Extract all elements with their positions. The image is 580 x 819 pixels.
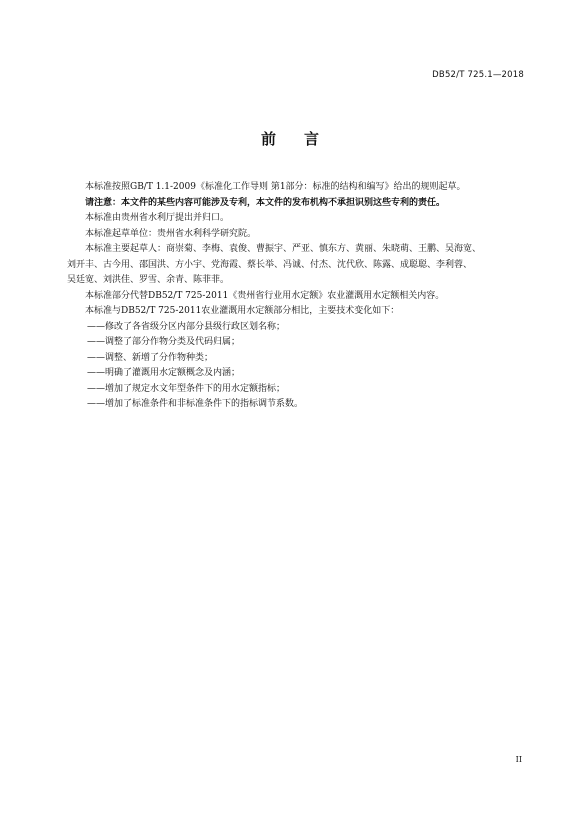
page-number: II — [515, 755, 522, 764]
paragraph-patent-notice: 请注意：本文件的某些内容可能涉及专利，本文件的发布机构不承担识别这些专利的责任。 — [85, 197, 446, 208]
paragraph-proposer: 本标准由贵州省水利厅提出并归口。 — [85, 213, 230, 223]
paragraph-replacement: 本标准部分代替DB52/T 725-2011《贵州省行业用水定额》农业灌溉用水定额相关内容。 — [85, 290, 445, 301]
title-char-2: 言 — [304, 130, 320, 148]
foreword-body — [67, 180, 519, 413]
change-item: ——调整、新增了分作物种类； — [87, 352, 214, 363]
change-item: ——明确了灌溉用水定额概念及内涵； — [87, 368, 241, 378]
paragraph-drafters-cont-2: 吴廷宽、刘洪佳、罗雪、余青、陈菲菲。 — [67, 275, 230, 285]
title-char-1: 前 — [260, 130, 276, 148]
page-title — [0, 128, 580, 149]
paragraph-drafters: 本标准主要起草人：商崇菊、李梅、袁俊、曹振宇、严亚、慎东方、黄丽、朱晓萌、王鹏、吴海宽、 — [85, 244, 482, 254]
change-item: ——增加了标准条件和非标准条件下的指标调节系数。 — [87, 399, 304, 409]
paragraph-drafting-rules: 本标准按照GB/T 1.1-2009《标准化工作导则 第1部分：标准的结构和编写》给出的规则起草。 — [85, 182, 466, 192]
paragraph-drafting-unit: 本标准起草单位：贵州省水利科学研究院。 — [85, 228, 257, 239]
change-item: ——调整了部分作物分类及代码归属； — [87, 337, 241, 347]
paragraph-changes-intro: 本标准与DB52/T 725-2011农业灌溉用水定额部分相比，主要技术变化如下： — [85, 306, 400, 316]
paragraph-drafters-cont-1: 刘开丰、古今用、邵国洪、方小宇、党海霞、蔡长举、冯诚、付杰、沈代欣、陈露、成聪聪、李利蓉、 — [67, 259, 473, 270]
standard-code: DB52/T 725.1—2018 — [432, 70, 524, 80]
change-item: ——增加了规定水文年型条件下的用水定额指标； — [87, 383, 286, 394]
change-item: ——修改了各省级分区内部分县级行政区划名称； — [87, 321, 286, 332]
